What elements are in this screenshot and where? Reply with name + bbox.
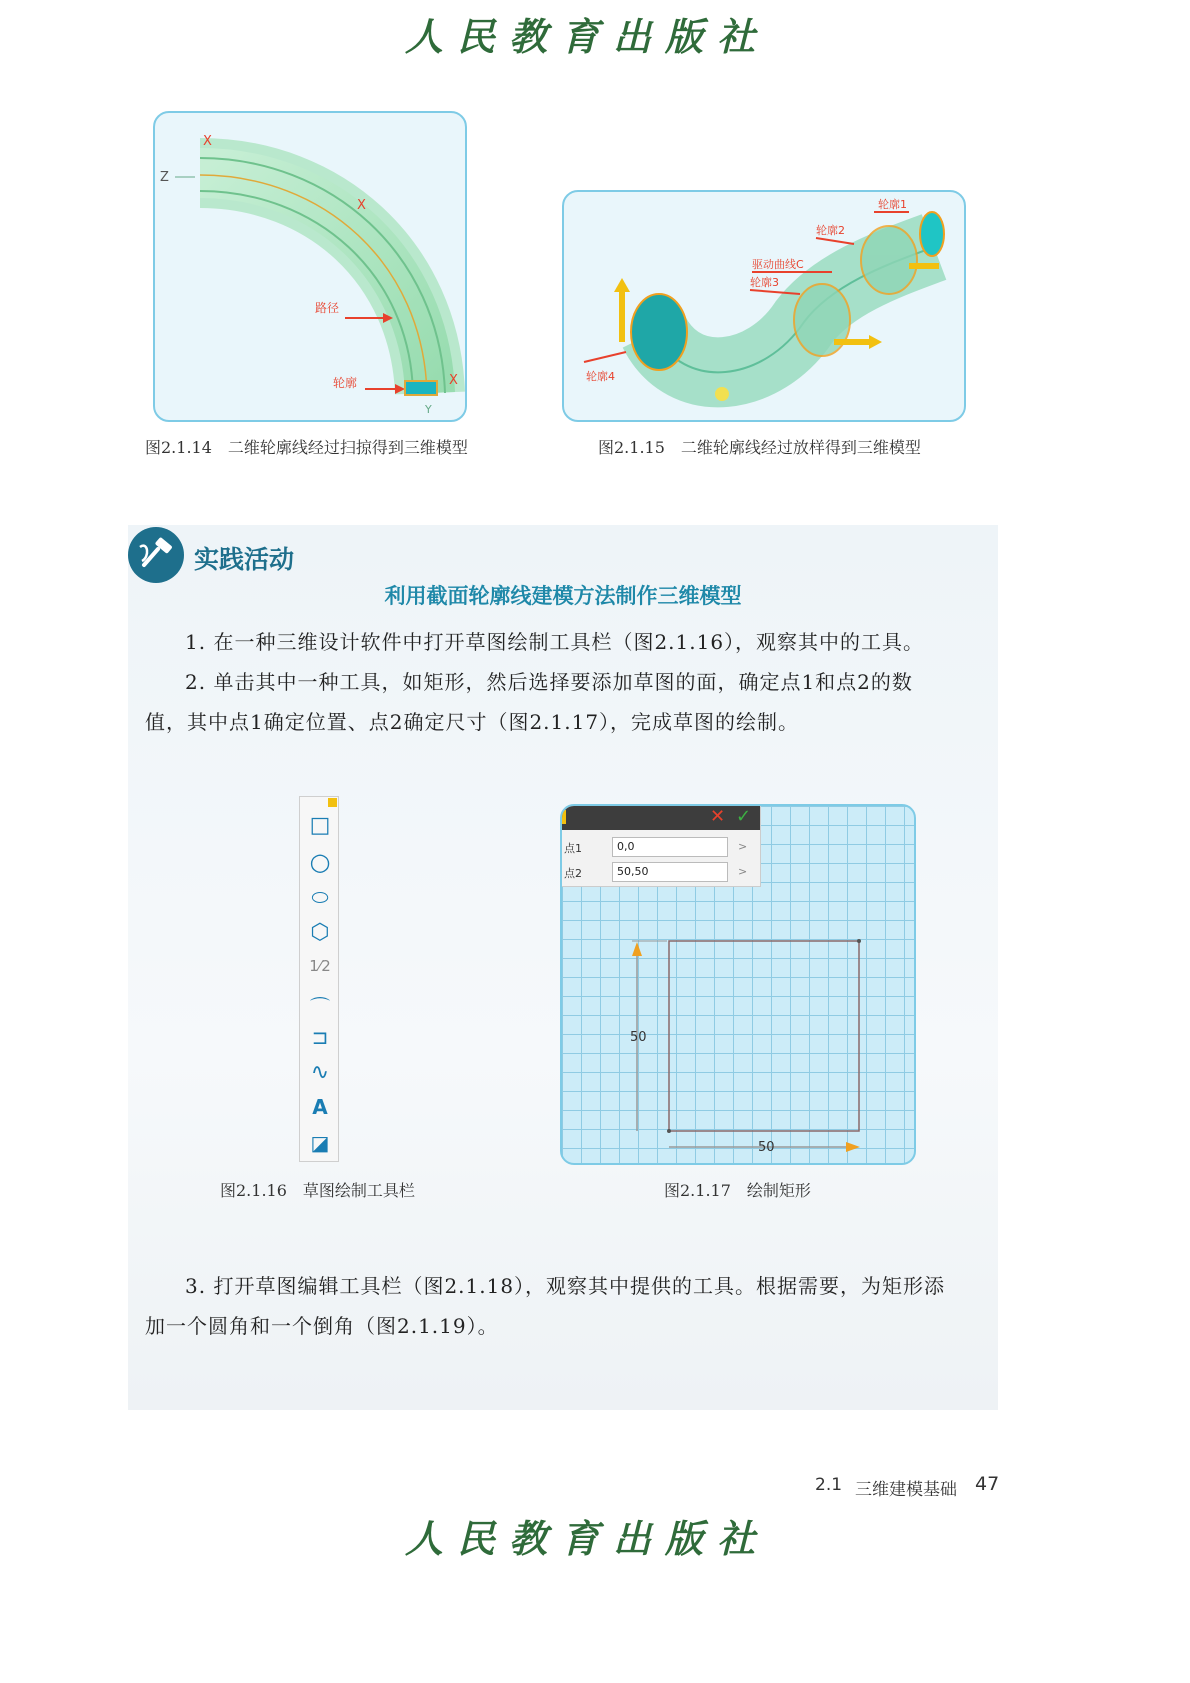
profile3-label: 轮廓3 [750, 276, 779, 289]
profile2-label: 轮廓2 [816, 224, 845, 237]
activity-hammer-icon [128, 527, 184, 583]
axis-x3-label: X [449, 373, 458, 388]
path-label: 路径 [315, 301, 340, 315]
drive-curve-label: 驱动曲线C [752, 258, 804, 271]
polyline-icon[interactable]: ⊐ [311, 1025, 329, 1049]
point2-input[interactable]: 50,50 [612, 862, 728, 882]
circle-icon[interactable]: ○ [309, 848, 331, 876]
dialog-header [562, 806, 760, 830]
rectangle-icon[interactable]: □ [309, 813, 331, 838]
figure-2-1-17-caption: 图2.1.17 绘制矩形 [664, 1181, 811, 1200]
figure-2-1-17-canvas [560, 804, 916, 1165]
page-number: 47 [975, 1473, 1000, 1495]
spline-icon[interactable]: ∿ [310, 1060, 330, 1085]
dimension-vertical-label: 50 [630, 1030, 647, 1045]
axis-z-label: Z [160, 170, 169, 185]
activity-title: 实践活动 [194, 545, 295, 574]
sweep-model-illustration [155, 113, 465, 420]
figure-2-1-15-image [562, 190, 966, 422]
footer-section-number: 2.1 [815, 1475, 843, 1495]
arc-icon[interactable]: ⌒ [310, 995, 330, 1019]
activity-step-2-line-1: 2. 单击其中一种工具，如矩形，然后选择要添加草图的面，确定点1和点2的数 [185, 670, 913, 694]
dimension-horizontal-label: 50 [758, 1140, 775, 1155]
profile-label: 轮廓 [333, 376, 358, 390]
publisher-logo: 人民教育出版社 [405, 14, 770, 59]
axis-x2-label: X [357, 198, 366, 213]
point1-label: 点1 [564, 842, 582, 855]
polygon-icon[interactable]: ⬡ [310, 920, 330, 945]
point1-expand-icon[interactable]: > [738, 840, 748, 853]
figure-2-1-16-caption: 图2.1.16 草图绘制工具栏 [220, 1181, 415, 1200]
line-icon[interactable]: 1⁄2 [309, 957, 331, 975]
point1-input[interactable]: 0,0 [612, 837, 728, 857]
confirm-icon[interactable]: ✓ [736, 806, 752, 827]
figure-2-1-14-image [153, 111, 467, 422]
text-icon[interactable]: A [312, 1095, 328, 1119]
activity-subtitle: 利用截面轮廓线建模方法制作三维模型 [384, 584, 742, 608]
activity-step-1: 1. 在一种三维设计软件中打开草图绘制工具栏（图2.1.16），观察其中的工具。 [185, 630, 925, 654]
profile1-label: 轮廓1 [878, 198, 907, 211]
activity-step-3-line-2: 加一个圆角和一个倒角（图2.1.19）。 [145, 1314, 499, 1338]
point2-label: 点2 [564, 867, 582, 880]
rectangle-dialog [562, 806, 761, 887]
activity-step-2-line-2: 值，其中点1确定位置、点2确定尺寸（图2.1.17），完成草图的绘制。 [145, 710, 800, 734]
ellipse-icon[interactable]: ⬭ [311, 885, 329, 909]
axis-x1-label: X [203, 134, 212, 149]
profile4-label: 轮廓4 [586, 370, 615, 383]
publisher-logo-footer: 人民教育出版社 [405, 1516, 770, 1561]
pin-icon[interactable] [328, 798, 337, 807]
figure-2-1-14-caption: 图2.1.14 二维轮廓线经过扫掠得到三维模型 [145, 438, 468, 457]
figure-2-1-15-caption: 图2.1.15 二维轮廓线经过放样得到三维模型 [598, 438, 921, 457]
footer-section-title: 三维建模基础 [855, 1480, 957, 1500]
axis-y-label: Y [425, 403, 432, 416]
reference-icon[interactable]: ◪ [310, 1131, 330, 1155]
sketch-toolbar [299, 796, 339, 1162]
loft-model-illustration [564, 192, 964, 420]
point2-expand-icon[interactable]: > [738, 865, 748, 878]
cancel-icon[interactable]: ✕ [710, 806, 726, 827]
activity-step-3-line-1: 3. 打开草图编辑工具栏（图2.1.18），观察其中提供的工具。根据需要，为矩形添 [185, 1274, 946, 1298]
